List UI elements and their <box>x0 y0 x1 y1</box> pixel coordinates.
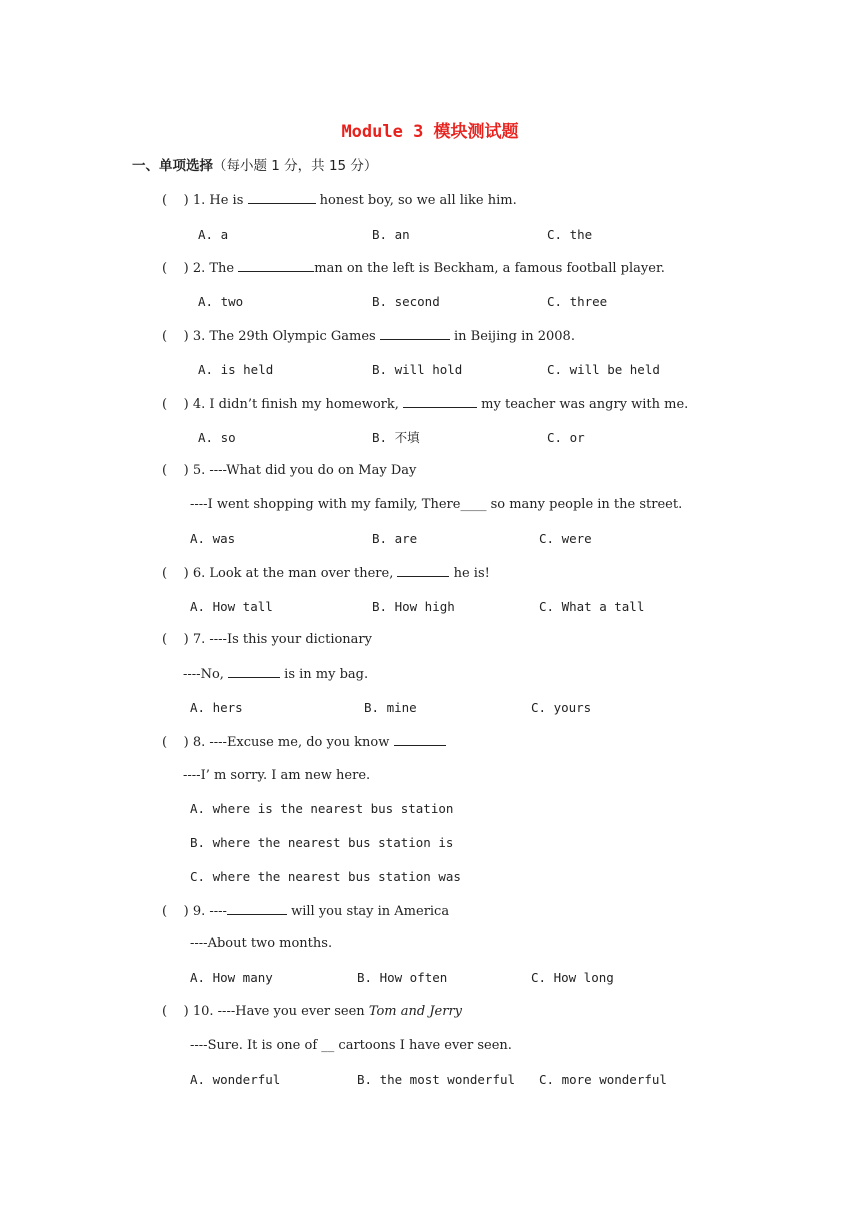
option-c: C. What a tall <box>539 599 645 614</box>
question-stem-end: in Beijing in 2008. <box>449 329 575 344</box>
option-c: C. were <box>539 531 592 546</box>
answer-blank <box>227 903 287 915</box>
question-stem: The <box>209 261 239 276</box>
answer-bracket: ( ) <box>162 632 189 647</box>
question-8-response: ----I’ m sorry. I am new here. <box>183 768 371 783</box>
option-b: B. will hold <box>372 362 463 377</box>
option-b: B. How often <box>357 970 448 985</box>
question-number: 9. <box>192 904 206 919</box>
question-stem-end: he is! <box>449 566 490 581</box>
option-b: B. where the nearest bus station is <box>190 835 454 850</box>
question-stem: ---- <box>209 904 227 919</box>
question-stem-end: honest boy, so we all like him. <box>315 193 517 208</box>
option-a: A. where is the nearest bus station <box>190 801 454 816</box>
answer-bracket: ( ) <box>162 193 189 208</box>
question-8 <box>162 734 446 751</box>
question-2 <box>162 260 665 277</box>
option-a: A. hers <box>190 700 243 715</box>
question-stem-end: will you stay in America <box>286 904 450 919</box>
option-a: A. is held <box>198 362 274 377</box>
answer-bracket: ( ) <box>162 261 189 276</box>
option-c: C. How long <box>531 970 614 985</box>
answer-blank <box>403 396 477 408</box>
option-c: C. where the nearest bus station was <box>190 869 461 884</box>
option-a: A. How tall <box>190 599 273 614</box>
question-9-response: ----About two months. <box>190 936 333 951</box>
question-9 <box>162 903 449 920</box>
question-stem: I didn’t finish my homework, <box>209 397 404 412</box>
answer-bracket: ( ) <box>162 397 189 412</box>
answer-blank: ____ <box>460 497 487 512</box>
response-text: ----I went shopping with my family, There <box>190 497 461 512</box>
option-b: B. are <box>372 531 418 546</box>
question-number: 5. <box>192 463 206 478</box>
section-heading-label: 一、单项选择 <box>132 158 213 174</box>
question-6 <box>162 565 490 582</box>
question-number: 1. <box>192 193 206 208</box>
option-b: B. second <box>372 294 440 309</box>
option-b: B. 不填 <box>372 430 420 445</box>
option-c: C. more wonderful <box>539 1072 667 1087</box>
option-a: A. two <box>198 294 244 309</box>
section-heading <box>132 158 377 174</box>
option-a: A. a <box>198 227 229 242</box>
option-c: C. will be held <box>547 362 660 377</box>
question-stem: ----Is this your dictionary <box>209 632 372 647</box>
question-number: 2. <box>192 261 206 276</box>
question-stem: The 29th Olympic Games <box>209 329 380 344</box>
question-1 <box>162 192 517 209</box>
question-stem: ----What did you do on May Day <box>209 463 417 478</box>
question-number: 7. <box>192 632 206 647</box>
question-7-response <box>183 666 368 683</box>
answer-bracket: ( ) <box>162 329 189 344</box>
answer-bracket: ( ) <box>162 463 189 478</box>
option-b: B. an <box>372 227 410 242</box>
page-title: Module 3 模块测试题 <box>341 122 519 142</box>
answer-blank <box>397 565 449 577</box>
question-5-response <box>190 497 682 513</box>
option-c: C. the <box>547 227 593 242</box>
question-10 <box>162 1004 462 1020</box>
question-number: 8. <box>192 735 206 750</box>
answer-bracket: ( ) <box>162 1004 189 1019</box>
response-text: ----Sure. It is one of <box>190 1038 322 1053</box>
section-scoring-note: （每小题 1 分，共 15 分） <box>213 158 378 174</box>
question-stem: He is <box>209 193 248 208</box>
question-stem-end: my teacher was angry with me. <box>477 397 689 412</box>
question-5 <box>162 463 416 479</box>
question-number: 4. <box>192 397 206 412</box>
answer-blank <box>238 260 314 272</box>
question-stem: Look at the man over there, <box>209 566 398 581</box>
cartoon-title: Tom and Jerry <box>368 1004 463 1019</box>
answer-bracket: ( ) <box>162 566 189 581</box>
question-number: 3. <box>192 329 206 344</box>
option-c: C. yours <box>531 700 592 715</box>
question-number: 6. <box>192 566 206 581</box>
response-text: ----No, <box>183 667 229 682</box>
option-c: C. or <box>547 430 585 445</box>
question-stem: ----Have you ever seen <box>217 1004 369 1019</box>
answer-bracket: ( ) <box>162 904 189 919</box>
question-4 <box>162 396 688 413</box>
option-a: A. wonderful <box>190 1072 281 1087</box>
option-c: C. three <box>547 294 608 309</box>
question-number: 10. <box>192 1004 214 1019</box>
option-b: B. How high <box>372 599 455 614</box>
option-b: B. the most wonderful <box>357 1072 516 1087</box>
response-text-end: so many people in the street. <box>486 497 683 512</box>
response-text-end: cartoons I have ever seen. <box>334 1038 512 1053</box>
question-3 <box>162 328 575 345</box>
question-7 <box>162 632 372 648</box>
answer-blank <box>380 328 450 340</box>
option-a: A. so <box>198 430 236 445</box>
answer-blank: __ <box>321 1038 335 1053</box>
option-b: B. mine <box>364 700 417 715</box>
question-stem: ----Excuse me, do you know <box>209 735 394 750</box>
response-text-end: is in my bag. <box>280 667 369 682</box>
question-10-response <box>190 1038 512 1054</box>
option-a: A. How many <box>190 970 273 985</box>
answer-blank <box>248 192 316 204</box>
question-stem-end: man on the left is Beckham, a famous football player. <box>314 261 665 276</box>
answer-blank <box>394 734 446 746</box>
option-a: A. was <box>190 531 236 546</box>
answer-blank <box>228 666 280 678</box>
answer-bracket: ( ) <box>162 735 189 750</box>
